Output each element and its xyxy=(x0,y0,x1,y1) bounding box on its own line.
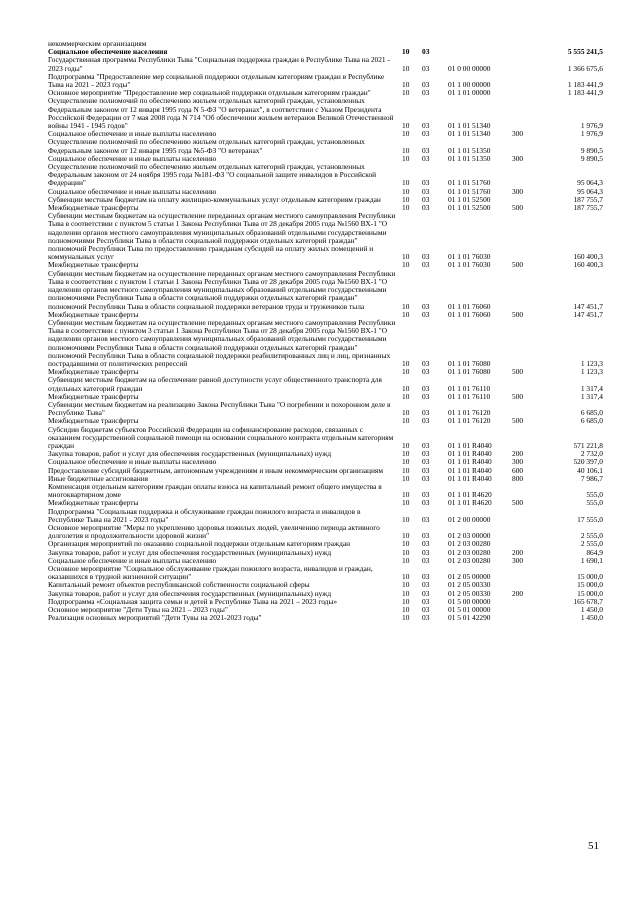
amount-cell: 1 366 675,6 xyxy=(567,63,603,73)
subsection-code-cell: 03 xyxy=(422,129,430,139)
expense-type-cell xyxy=(512,89,546,97)
subsection-code-cell: 03 xyxy=(422,47,430,57)
row-name-cell: Межбюджетные трансферты xyxy=(48,416,139,426)
amount-cell: 95 064,3 xyxy=(577,186,603,196)
section-code-cell: 10 xyxy=(402,490,410,500)
expense-type-cell: 300 xyxy=(512,186,524,196)
row-name-cell: Реализация основных мероприятий "Дети Тувы на 2021-2023 годы" xyxy=(48,613,262,623)
subsection-code-cell: 03 xyxy=(422,588,430,598)
target-article-cell: 01 2 03 00280 xyxy=(448,555,491,565)
row-name-cell: Социальное обеспечение и иные выплаты населению xyxy=(48,555,217,565)
expense-type-cell: 500 xyxy=(512,203,524,213)
row-name-cell: Организация мероприятий по оказанию социальной поддержки отдельным категориям граждан xyxy=(48,539,351,549)
expense-type-cell: 500 xyxy=(512,416,524,426)
target-article-cell: 01 2 03 00000 xyxy=(448,531,491,541)
amount-cell: 571 221,8 xyxy=(573,440,603,450)
target-article-cell: 01 1 01 51340 xyxy=(448,121,491,131)
amount-cell: 2 555,0 xyxy=(580,539,603,549)
row-name-cell: Основное мероприятие "Социальное обслуживание граждан пожилого возраста, инвалидов и граждан, оказавшихся в трудной жизненной ситуации" xyxy=(48,564,373,582)
subsection-code-cell: 03 xyxy=(422,457,430,467)
amount-cell: 1 123,3 xyxy=(580,367,603,377)
expense-type-cell xyxy=(512,56,546,72)
subsection-code-cell: 03 xyxy=(422,194,430,204)
target-article-cell: 01 2 03 00280 xyxy=(448,539,491,549)
expense-type-cell: 200 xyxy=(512,588,524,598)
row-name-cell: Иные бюджетные ассигнования xyxy=(48,473,149,483)
row-name-cell: Осуществление полномочий по обеспечению жильем отдельных категорий граждан, установленных Федеральным законом от 24 ноября 1995 года №181-ФЗ "О социальной защите инвалидов в Российской Федерации" xyxy=(48,162,377,188)
row-name-cell: Предоставление субсидий бюджетным, автономным учреждениям и иным некоммерческим организациям xyxy=(48,465,384,475)
expense-type-cell: 800 xyxy=(512,473,524,483)
target-article-cell: 01 2 03 00280 xyxy=(448,547,491,557)
table-row xyxy=(48,56,603,72)
subsection-code-cell: 03 xyxy=(422,186,430,196)
row-name-cell: Основное мероприятие "Дети Тувы на 2021 – 2023 годы" xyxy=(48,605,228,615)
subsection-code-cell: 03 xyxy=(422,572,430,582)
subsection-code-cell: 03 xyxy=(422,358,430,368)
amount-cell: 520 397,0 xyxy=(573,457,603,467)
section-code-cell: 10 xyxy=(402,383,410,393)
amount-cell: 1 317,4 xyxy=(580,383,603,393)
row-name-cell: Осуществление полномочий по обеспечению жильем отдельных категорий граждан, установленных Федеральным законом от 12 января 1995 года №5-ФЗ "О ветеранах" xyxy=(48,137,365,155)
expense-type-cell xyxy=(512,40,546,48)
expense-type-cell xyxy=(512,48,546,56)
amount-cell: 555,0 xyxy=(586,498,603,508)
section-code-cell: 10 xyxy=(402,145,410,155)
row-name-cell: Закупка товаров, работ и услуг для обеспечения государственных (муниципальных) нужд xyxy=(48,449,332,459)
target-article-cell: 01 2 00 00000 xyxy=(448,514,491,524)
section-code-cell: 10 xyxy=(402,596,410,606)
expense-type-cell xyxy=(512,319,546,368)
amount-cell: 1 690,1 xyxy=(580,555,603,565)
target-article-cell: 01 1 01 51760 xyxy=(448,186,491,196)
amount-cell: 6 685,0 xyxy=(580,408,603,418)
amount-cell: 187 755,7 xyxy=(573,203,603,213)
subsection-code-cell: 03 xyxy=(422,367,430,377)
subsection-code-cell: 03 xyxy=(422,80,430,90)
section-code-cell: 10 xyxy=(402,203,410,213)
row-name-cell: Социальное обеспечение и иные выплаты населению xyxy=(48,153,217,163)
subsection-code-cell: 03 xyxy=(422,203,430,213)
row-name-cell: Субвенции местным бюджетам на оплату жилищно-коммунальных услуг отдельным категориям граждан xyxy=(48,194,381,204)
row-name-cell: Социальное обеспечение и иные выплаты населению xyxy=(48,457,217,467)
expense-type-cell xyxy=(512,73,546,89)
target-article-cell: 01 1 01 51340 xyxy=(448,129,491,139)
expense-type-cell xyxy=(512,401,546,417)
amount-cell: 2 555,0 xyxy=(580,531,603,541)
expense-type-cell: 300 xyxy=(512,129,524,139)
subsection-code-cell: 03 xyxy=(422,514,430,524)
section-code-cell: 10 xyxy=(402,531,410,541)
section-code-cell: 10 xyxy=(402,539,410,549)
expense-type-cell xyxy=(512,376,546,392)
expense-type-cell xyxy=(512,598,546,606)
target-article-cell: 01 1 01 R4040 xyxy=(448,465,492,475)
subsection-code-cell: 03 xyxy=(422,383,430,393)
target-article-cell: 01 1 01 R4620 xyxy=(448,498,492,508)
expense-type-cell: 300 xyxy=(512,555,524,565)
row-name-cell: Межбюджетные трансферты xyxy=(48,260,139,270)
subsection-code-cell: 03 xyxy=(422,153,430,163)
section-code-cell: 10 xyxy=(402,391,410,401)
row-name-cell: Субвенции местным бюджетам на осуществление переданных органам местного самоуправления Республики Тыва в соответствии с пунктом 5 статьи 1 Закона Республики Тыва от 28 декабря 2005 года №1560 ВХ-1 "О наделении органов местного самоуправления муниципальных образований отдельными государственными полномочиями Республики Тыва в области социальной поддержки отдельных категорий граждан" полномочий Республики Тыва по предоставлению гражданам субсидий на оплату жилых помещений и коммунальных услуг xyxy=(48,211,396,262)
target-article-cell: 01 1 01 R4040 xyxy=(448,473,492,483)
amount-cell: 9 890,5 xyxy=(580,153,603,163)
expense-type-cell xyxy=(512,138,546,154)
section-code-cell: 10 xyxy=(402,588,410,598)
amount-cell: 2 732,0 xyxy=(580,449,603,459)
section-code-cell: 10 xyxy=(402,47,410,57)
table-row xyxy=(48,614,603,622)
target-article-cell: 01 1 01 76030 xyxy=(448,252,491,262)
subsection-code-cell: 03 xyxy=(422,465,430,475)
section-code-cell: 10 xyxy=(402,555,410,565)
section-code-cell: 10 xyxy=(402,465,410,475)
target-article-cell: 01 1 01 76120 xyxy=(448,408,491,418)
section-code-cell: 10 xyxy=(402,63,410,73)
subsection-code-cell: 03 xyxy=(422,416,430,426)
section-code-cell: 10 xyxy=(402,473,410,483)
target-article-cell: 01 1 01 R4040 xyxy=(448,449,492,459)
target-article-cell: 01 1 01 51350 xyxy=(448,153,491,163)
target-article-cell: 01 2 05 00330 xyxy=(448,580,491,590)
amount-cell: 40 106,1 xyxy=(577,465,603,475)
row-name-cell: Основное мероприятие "Меры по укреплению здоровья пожилых людей, увеличению периода активного долголетия и продолжительности здоровой жизни" xyxy=(48,522,380,541)
expense-type-cell: 200 xyxy=(512,547,524,557)
subsection-code-cell: 03 xyxy=(422,498,430,508)
expense-type-cell xyxy=(512,97,546,130)
subsection-code-cell: 03 xyxy=(422,121,430,131)
amount-cell: 6 685,0 xyxy=(580,416,603,426)
subsection-code-cell: 03 xyxy=(422,531,430,541)
amount-cell: 160 400,3 xyxy=(573,260,603,270)
table-row xyxy=(48,97,603,130)
expense-type-cell xyxy=(512,483,546,499)
expense-type-cell xyxy=(512,614,546,622)
target-article-cell: 01 1 01 52500 xyxy=(448,194,491,204)
expense-type-cell xyxy=(512,163,546,188)
section-code-cell: 10 xyxy=(402,416,410,426)
subsection-code-cell: 03 xyxy=(422,63,430,73)
row-name-cell: Подпрограмма "Предоставление мер социальной поддержки отдельным категориям граждан в Республике Тыва на 2021 - 2023 годы" xyxy=(48,71,385,90)
target-article-cell: 01 1 01 76060 xyxy=(448,301,491,311)
section-code-cell: 10 xyxy=(402,580,410,590)
expense-type-cell: 600 xyxy=(512,465,524,475)
subsection-code-cell: 03 xyxy=(422,178,430,188)
target-article-cell: 01 1 01 51350 xyxy=(448,145,491,155)
row-name-cell: Межбюджетные трансферты xyxy=(48,367,139,377)
section-code-cell: 10 xyxy=(402,121,410,131)
expense-type-cell xyxy=(512,270,546,311)
amount-cell: 1 123,3 xyxy=(580,358,603,368)
table-row xyxy=(48,508,603,524)
target-article-cell: 01 1 01 76080 xyxy=(448,367,491,377)
target-article-cell: 01 2 05 00000 xyxy=(448,572,491,582)
section-code-cell: 10 xyxy=(402,153,410,163)
section-code-cell: 10 xyxy=(402,408,410,418)
table-row xyxy=(48,73,603,89)
row-name-cell: Подпрограмма "Социальная поддержка и обслуживание граждан пожилого возраста и инвалидов в Республике Тыва на 2021 - 2023 годы" xyxy=(48,506,361,524)
amount-cell: 147 451,7 xyxy=(573,309,603,319)
row-name-cell: Социальное обеспечение и иные выплаты населению xyxy=(48,186,217,196)
amount-cell: 15 000,0 xyxy=(577,588,603,598)
row-name-cell: Закупка товаров, работ и услуг для обеспечения государственных (муниципальных) нужд xyxy=(48,547,332,557)
expense-type-cell xyxy=(512,508,546,524)
target-article-cell: 01 5 01 42290 xyxy=(448,613,491,623)
row-name-cell: Субвенции местным бюджетам на осуществление переданных органам местного самоуправления Республики Тыва в соответствии с пунктом 1 статьи 1 Закона Республики Тыва от 28 декабря 2005 года №1560 ВХ-1 "О наделении органов местного самоуправления муниципальных образований отдельными государственными полномочиями Республики Тыва в области социальной поддержки отдельных категорий граждан" полномочий Республики Тыва в области социальной поддержки ветеранов труда и тружеников тыла xyxy=(48,268,396,311)
row-name-cell: Социальное обеспечение населения xyxy=(48,47,168,57)
row-name-cell: Осуществление полномочий по обеспечению жильем отдельных категорий граждан, установленных Федеральным законом от 12 января 1995 года N 5-ФЗ "О ветеранах", в соответствии с Указом Президента Российской Федерации от 7 мая 2008 года N 714 "Об обеспечении жильем ветеранов Великой Отечественной войны 1941 - 1945 годов" xyxy=(48,96,394,131)
table-row xyxy=(48,138,603,154)
budget-table xyxy=(48,40,603,622)
row-name-cell: Субвенции местным бюджетам на осуществление переданных органам местного самоуправления Республики Тыва в соответствии с пунктом 3 статьи 1 Закона Республики Тыва от 28 декабря 2005 года №1560 ВХ-1 "О наделении органов местного самоуправления муниципальных образований отдельными государственными полномочиями Республики Тыва в области социальной поддержки отдельных категорий граждан" полномочий Республики Тыва в области социальной поддержки реабилитированных лиц и лиц, признанных пострадавшими от политических репрессий xyxy=(48,317,396,368)
subsection-code-cell: 03 xyxy=(422,613,430,623)
section-code-cell: 10 xyxy=(402,194,410,204)
target-article-cell: 01 1 01 76060 xyxy=(448,309,491,319)
table-row xyxy=(48,163,603,188)
row-name-cell: Межбюджетные трансферты xyxy=(48,309,139,319)
table-row xyxy=(48,401,603,417)
amount-cell: 1 183 441,9 xyxy=(567,88,603,98)
section-code-cell: 10 xyxy=(402,358,410,368)
subsection-code-cell: 03 xyxy=(422,539,430,549)
target-article-cell xyxy=(448,40,512,48)
table-row xyxy=(48,565,603,581)
row-name-cell: Межбюджетные трансферты xyxy=(48,391,139,401)
section-code-cell: 10 xyxy=(402,186,410,196)
target-article-cell: 01 1 01 00000 xyxy=(448,88,491,98)
row-name-cell: Субвенции местным бюджетам на обеспечение равной доступности услуг общественного транспорта для отдельных категорий граждан xyxy=(48,375,382,393)
row-name-cell: Капитальный ремонт объектов республиканской собственности социальной сферы xyxy=(48,580,310,590)
expense-type-cell: 500 xyxy=(512,309,524,319)
amount-cell: 160 400,3 xyxy=(573,252,603,262)
subsection-code-cell: 03 xyxy=(422,473,430,483)
row-name-cell: Социальное обеспечение и иные выплаты населению xyxy=(48,129,217,139)
subsection-code-cell: 03 xyxy=(422,145,430,155)
target-article-cell: 01 1 01 76030 xyxy=(448,260,491,270)
amount-cell: 15 000,0 xyxy=(577,572,603,582)
subsection-code-cell: 03 xyxy=(422,309,430,319)
row-name-cell: Закупка товаров, работ и услуг для обеспечения государственных (муниципальных) нужд xyxy=(48,588,332,598)
row-name-cell: Основное мероприятие "Предоставление мер социальной поддержки отдельным категориям граждан" xyxy=(48,88,371,98)
row-name-cell: Подпрограмма «Социальная защита семьи и детей в Республике Тыва на 2021 – 2023 годы» xyxy=(48,596,338,606)
table-row xyxy=(48,319,603,368)
section-code-cell: 10 xyxy=(402,309,410,319)
budget-table-body xyxy=(48,40,603,622)
amount-cell: 1 450,0 xyxy=(580,605,603,615)
expense-type-cell: 500 xyxy=(512,391,524,401)
amount-cell: 7 986,7 xyxy=(580,473,603,483)
row-name-cell: некоммерческим организациям xyxy=(48,39,147,48)
target-article-cell: 01 1 01 R4620 xyxy=(448,490,492,500)
expense-type-cell: 500 xyxy=(512,367,524,377)
section-code-cell: 10 xyxy=(402,572,410,582)
page-number: 51 xyxy=(588,840,599,852)
subsection-code-cell: 03 xyxy=(422,260,430,270)
expense-type-cell xyxy=(512,606,546,614)
budget-document-page xyxy=(48,40,603,622)
amount-cell: 1 976,9 xyxy=(580,129,603,139)
section-code-cell: 10 xyxy=(402,613,410,623)
target-article-cell: 01 1 01 76080 xyxy=(448,358,491,368)
amount-cell: 1 976,9 xyxy=(580,121,603,131)
amount-cell: 95 064,3 xyxy=(577,178,603,188)
table-row xyxy=(48,376,603,392)
subsection-code-cell: 03 xyxy=(422,408,430,418)
subsection-code-cell: 03 xyxy=(422,391,430,401)
section-code-cell: 10 xyxy=(402,498,410,508)
table-row xyxy=(48,426,603,451)
subsection-code-cell: 03 xyxy=(422,605,430,615)
row-name-cell: Субвенции местным бюджетам на реализацию Закона Республики Тыва "О погребении и похоронном деле в Республике Тыва" xyxy=(48,399,391,418)
amount-cell: 165 678,7 xyxy=(573,596,603,606)
table-row xyxy=(48,270,603,311)
target-article-cell: 01 1 01 R4040 xyxy=(448,440,492,450)
amount-cell: 9 890,5 xyxy=(580,145,603,155)
table-row xyxy=(48,212,603,261)
section-code-cell: 10 xyxy=(402,88,410,98)
expense-type-cell xyxy=(512,212,546,261)
table-row xyxy=(48,524,603,540)
target-article-cell: 01 1 01 76120 xyxy=(448,416,491,426)
expense-type-cell xyxy=(512,524,546,540)
target-article-cell: 01 1 01 76110 xyxy=(448,383,491,393)
target-article-cell: 01 1 01 51760 xyxy=(448,178,491,188)
section-code-cell: 10 xyxy=(402,252,410,262)
amount-cell: 15 000,0 xyxy=(577,580,603,590)
amount-cell: 147 451,7 xyxy=(573,301,603,311)
subsection-code-cell: 03 xyxy=(422,555,430,565)
target-article-cell: 01 2 05 00330 xyxy=(448,588,491,598)
section-code-cell: 10 xyxy=(402,80,410,90)
subsection-code-cell: 03 xyxy=(422,301,430,311)
amount-cell: 1 183 441,9 xyxy=(567,80,603,90)
section-code-cell: 10 xyxy=(402,129,410,139)
target-article-cell: 01 1 01 76110 xyxy=(448,391,491,401)
section-code-cell: 10 xyxy=(402,547,410,557)
row-name-cell: Межбюджетные трансферты xyxy=(48,498,139,508)
subsection-code-cell: 03 xyxy=(422,252,430,262)
subsection-code-cell: 03 xyxy=(422,596,430,606)
target-article-cell: 01 1 01 52500 xyxy=(448,203,491,213)
amount-cell: 1 450,0 xyxy=(580,613,603,623)
section-code-cell: 10 xyxy=(402,260,410,270)
target-article-cell xyxy=(448,48,512,56)
expense-type-cell xyxy=(512,426,546,451)
amount-cell: 555,0 xyxy=(586,490,603,500)
section-code-cell: 10 xyxy=(402,178,410,188)
section-code-cell: 10 xyxy=(402,514,410,524)
target-article-cell: 01 5 01 00000 xyxy=(448,605,491,615)
expense-type-cell xyxy=(512,565,546,581)
amount-cell: 1 317,4 xyxy=(580,391,603,401)
subsection-code-cell: 03 xyxy=(422,449,430,459)
amount-cell: 864,9 xyxy=(586,547,603,557)
expense-type-cell: 200 xyxy=(512,449,524,459)
section-code-cell: 10 xyxy=(402,449,410,459)
section-code-cell: 10 xyxy=(402,301,410,311)
subsection-code-cell: 03 xyxy=(422,88,430,98)
section-code-cell: 10 xyxy=(402,440,410,450)
section-code-cell: 10 xyxy=(402,367,410,377)
amount-cell: 17 555,0 xyxy=(577,514,603,524)
row-name-cell: Государственная программа Республики Тыва "Социальная поддержка граждан в Республике Тыва на 2021 - 2023 годы" xyxy=(48,55,390,73)
section-code-cell: 10 xyxy=(402,457,410,467)
subsection-code-cell: 03 xyxy=(422,440,430,450)
target-article-cell: 01 0 00 00000 xyxy=(448,63,491,73)
row-name-cell: Межбюджетные трансферты xyxy=(48,203,139,213)
target-article-cell: 01 5 00 00000 xyxy=(448,596,491,606)
section-code-cell: 10 xyxy=(402,605,410,615)
amount-cell: 5 555 241,5 xyxy=(567,47,603,57)
amount-cell: 187 755,7 xyxy=(573,194,603,204)
table-row xyxy=(48,483,603,499)
expense-type-cell: 500 xyxy=(512,498,524,508)
row-name-cell: Компенсация отдельным категориям граждан оплаты взноса на капитальный ремонт общего имущества в многоквартирном доме xyxy=(48,481,382,500)
expense-type-cell: 500 xyxy=(512,260,524,270)
row-name-cell: Субсидии бюджетам субъектов Российской Федерации на софинансирование расходов, связанных с оказанием государственной социальной помощи на основании социального контракта отдельным категориям граждан xyxy=(48,424,394,450)
expense-type-cell: 300 xyxy=(512,153,524,163)
subsection-code-cell: 03 xyxy=(422,580,430,590)
subsection-code-cell: 03 xyxy=(422,547,430,557)
expense-type-cell: 300 xyxy=(512,457,524,467)
subsection-code-cell: 03 xyxy=(422,490,430,500)
target-article-cell: 01 1 00 00000 xyxy=(448,80,491,90)
target-article-cell: 01 1 01 R4040 xyxy=(448,457,492,467)
